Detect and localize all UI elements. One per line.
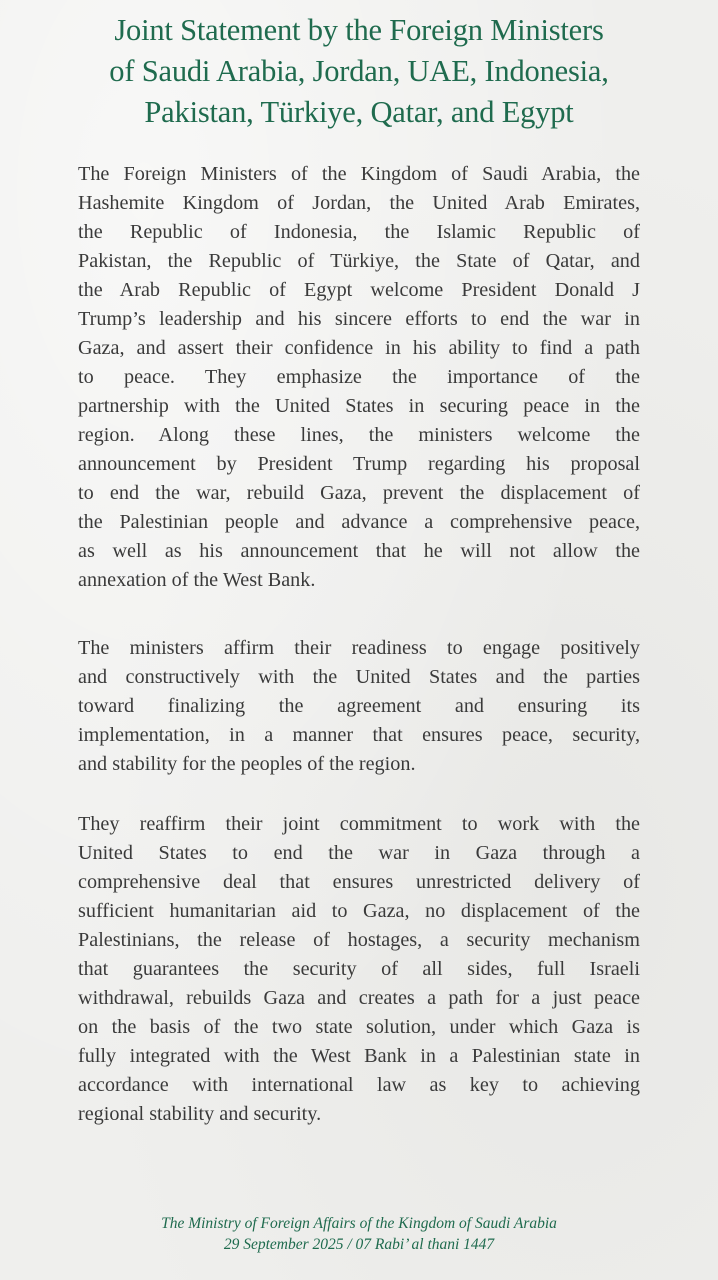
paragraph-line: the Palestinian people and advance a comprehensive peace, <box>78 511 640 533</box>
paragraph-line: The Foreign Ministers of the Kingdom of Saudi Arabia, the <box>78 163 640 185</box>
paragraph-line: toward finalizing the agreement and ensuring its <box>78 695 640 717</box>
paragraph-line: They reaffirm their joint commitment to work with the <box>78 813 640 835</box>
paragraph-line: Pakistan, the Republic of Türkiye, the State of Qatar, and <box>78 250 640 272</box>
paragraph-line: the Republic of Indonesia, the Islamic Republic of <box>78 221 640 243</box>
title-line: of Saudi Arabia, Jordan, UAE, Indonesia, <box>109 54 609 88</box>
paragraph-line: regional stability and security. <box>78 1103 322 1125</box>
paragraph-line: The ministers affirm their readiness to engage positively <box>78 637 640 659</box>
paragraph-line: Palestinians, the release of hostages, a security mechanism <box>78 929 640 951</box>
title-line: Joint Statement by the Foreign Ministers <box>114 13 604 47</box>
paragraph-welcome <box>78 160 640 595</box>
paragraph-line: annexation of the West Bank. <box>78 569 316 591</box>
paragraph-line: Trump’s leadership and his sincere efforts to end the war in <box>78 308 640 330</box>
footer-issuer: The Ministry of Foreign Affairs of the Kingdom of Saudi Arabia <box>161 1215 557 1232</box>
paragraph-commitment <box>78 810 640 1129</box>
paragraph-line: as well as his announcement that he will not allow the <box>78 540 640 562</box>
paragraph-line: on the basis of the two state solution, under which Gaza is <box>78 1016 640 1038</box>
paragraph-line: to peace. They emphasize the importance of the <box>78 366 640 388</box>
statement-footer <box>60 1213 658 1255</box>
paragraph-line: that guarantees the security of all sides, full Israeli <box>78 958 640 980</box>
paragraph-line: implementation, in a manner that ensures peace, security, <box>78 724 640 746</box>
title-line: Pakistan, Türkiye, Qatar, and Egypt <box>144 95 574 129</box>
paragraph-line: region. Along these lines, the ministers welcome the <box>78 424 640 446</box>
statement-title <box>60 10 658 133</box>
paragraph-line: the Arab Republic of Egypt welcome President Donald J <box>78 279 640 301</box>
paragraph-line: comprehensive deal that ensures unrestricted delivery of <box>78 871 640 893</box>
paragraph-line: Hashemite Kingdom of Jordan, the United Arab Emirates, <box>78 192 640 214</box>
paragraph-line: accordance with international law as key to achieving <box>78 1074 640 1096</box>
paragraph-line: withdrawal, rebuilds Gaza and creates a path for a just peace <box>78 987 640 1009</box>
paragraph-line: partnership with the United States in securing peace in the <box>78 395 640 417</box>
paragraph-line: to end the war, rebuild Gaza, prevent the displacement of <box>78 482 640 504</box>
paragraph-line: Gaza, and assert their confidence in his ability to find a path <box>78 337 640 359</box>
footer-date: 29 September 2025 / 07 Rabi’ al thani 1447 <box>223 1236 495 1253</box>
paragraph-line: sufficient humanitarian aid to Gaza, no displacement of the <box>78 900 640 922</box>
paragraph-line: fully integrated with the West Bank in a Palestinian state in <box>78 1045 640 1067</box>
paragraph-line: and stability for the peoples of the region. <box>78 753 416 775</box>
paragraph-line: United States to end the war in Gaza through a <box>78 842 640 864</box>
paragraph-line: announcement by President Trump regarding his proposal <box>78 453 640 475</box>
paragraph-readiness <box>78 634 640 779</box>
paragraph-line: and constructively with the United States and the parties <box>78 666 640 688</box>
